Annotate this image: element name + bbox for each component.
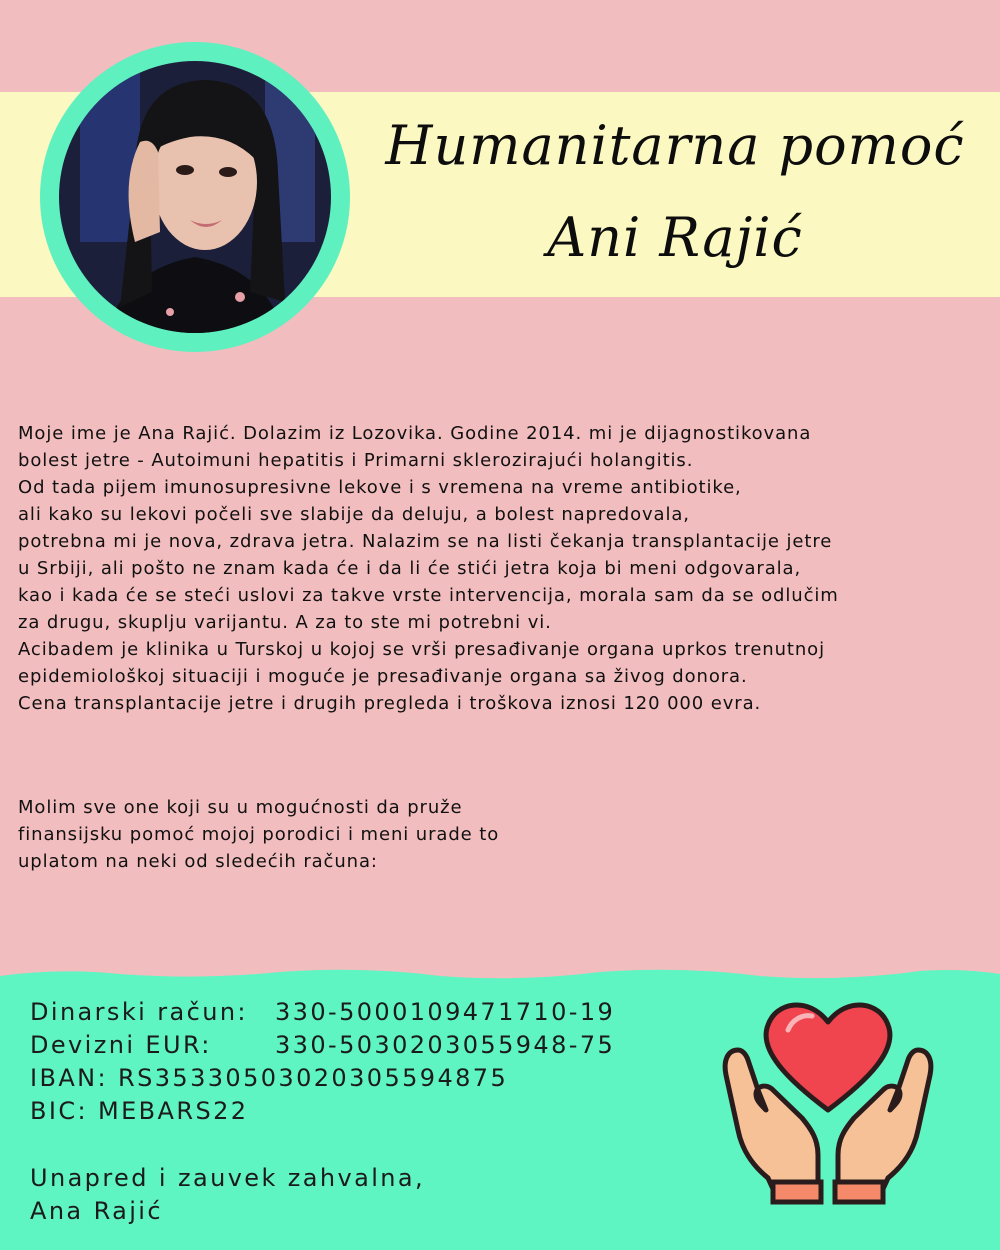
dinar-account-label: Dinarski račun: (30, 998, 248, 1026)
appeal-paragraph (18, 794, 718, 875)
story-line: potrebna mi je nova, zdrava jetra. Nalazim se na listi čekanja transplantacije jetre (18, 531, 833, 552)
story-line: Od tada pijem imunosupresivne lekove i s vremena na vreme antibiotike, (18, 477, 742, 498)
story-line: ali kako su lekovi počeli sve slabije da deluju, a bolest napredovala, (18, 504, 690, 525)
story-line: bolest jetre - Autoimuni hepatitis i Primarni sklerozirajući holangitis. (18, 450, 694, 471)
closing-line: Unapred i zauvek zahvalna, (30, 1164, 426, 1192)
bic: BIC: MEBARS22 (30, 1097, 249, 1125)
story-paragraph (18, 420, 988, 717)
iban: IBAN: RS35330503020305594875 (30, 1064, 509, 1092)
bank-accounts (30, 996, 710, 1228)
story-line: epidemiološkoj situaciji i moguće je presađivanje organa sa živog donora. (18, 666, 748, 687)
appeal-line: Molim sve one koji su u mogućnosti da pruže (18, 797, 463, 818)
hands-holding-heart-icon (718, 990, 938, 1205)
appeal-line: finansijsku pomoć mojoj porodici i meni urade to (18, 824, 500, 845)
signature-name: Ana Rajić (30, 1197, 163, 1225)
title-line-2: Ani Rajić (547, 206, 803, 269)
story-line: za drugu, skuplju varijantu. A za to ste mi potrebni vi. (18, 612, 552, 633)
appeal-line: uplatom na neki od sledećih računa: (18, 851, 378, 872)
page-title (370, 100, 980, 284)
dinar-account-number: 330-5000109471710-19 (275, 998, 616, 1026)
story-line: Cena transplantacije jetre i drugih pregleda i troškova iznosi 120 000 evra. (18, 693, 762, 714)
portrait-photo (40, 42, 350, 352)
eur-account-label: Devizni EUR: (30, 1031, 212, 1059)
eur-account-number: 330-5030203055948-75 (275, 1031, 616, 1059)
story-line: Moje ime je Ana Rajić. Dolazim iz Lozovika. Godine 2014. mi je dijagnostikovana (18, 423, 812, 444)
eur-account-row (30, 1029, 710, 1062)
dinar-account-row (30, 996, 710, 1029)
story-line: Acibadem je klinika u Turskoj u kojoj se vrši presađivanje organa uprkos trenutnoj (18, 639, 825, 660)
story-line: u Srbiji, ali pošto ne znam kada će i da li će stići jetra koja bi meni odgovarala, (18, 558, 802, 579)
title-line-1: Humanitarna pomoć (385, 114, 965, 177)
story-line: kao i kada će se steći uslovi za takve vrste intervencija, morala sam da se odlučim (18, 585, 839, 606)
